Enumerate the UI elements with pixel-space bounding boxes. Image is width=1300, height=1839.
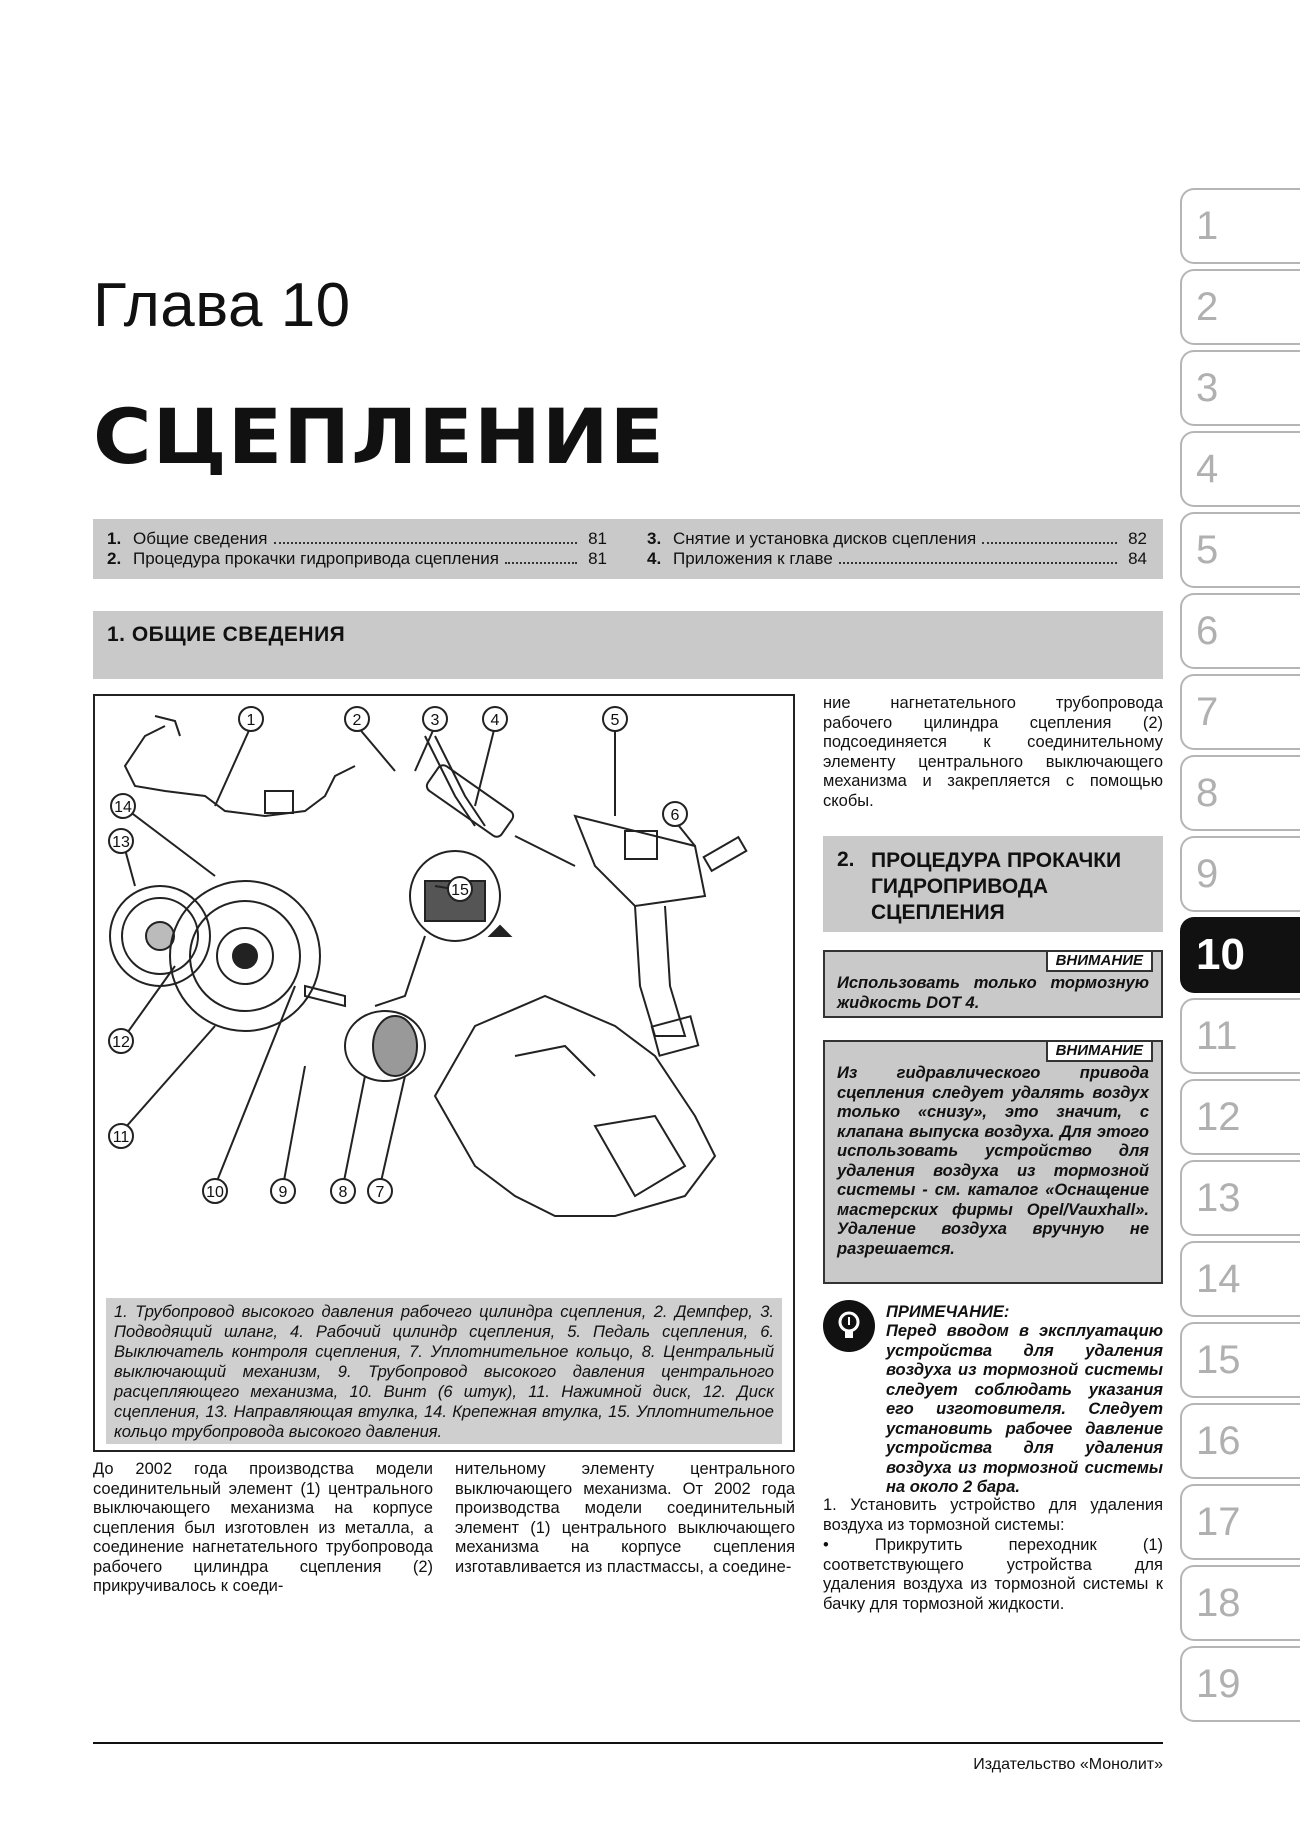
warning-box-bleeding xyxy=(823,1040,1163,1284)
callout-2: 2 xyxy=(352,712,362,729)
tab-chapter-14[interactable]: 14 xyxy=(1180,1241,1300,1317)
tab-chapter-15[interactable]: 15 xyxy=(1180,1322,1300,1398)
section-header-general: 1. ОБЩИЕ СВЕДЕНИЯ xyxy=(93,611,1163,679)
damper-shape xyxy=(265,791,293,813)
warning-title: ВНИМАНИЕ xyxy=(1046,950,1153,972)
callout-5: 5 xyxy=(610,712,620,729)
callout-15: 15 xyxy=(451,882,469,899)
tab-chapter-11[interactable]: 11 xyxy=(1180,998,1300,1074)
callout-4: 4 xyxy=(490,712,500,729)
callout-10: 10 xyxy=(206,1184,224,1201)
switch-shape xyxy=(704,837,747,871)
warning-title: ВНИМАНИЕ xyxy=(1046,1040,1153,1062)
pedal-shape xyxy=(635,906,685,1036)
body-text-mid-bottom: нительному элементу центрального выключающего механизма. От 2002 года производства модели соединительный элемент (1) центрального выключающего механизма на корпусе сцепления изготавливается из пластмассы, а соедине- xyxy=(455,1460,795,1576)
table-of-contents xyxy=(93,519,1163,579)
callout-9: 9 xyxy=(278,1184,288,1201)
tab-chapter-12[interactable]: 12 xyxy=(1180,1079,1300,1155)
callout-7: 7 xyxy=(375,1184,385,1201)
step-1: 1. Установить устройство для удаления воздуха из тормозной системы: xyxy=(823,1496,1163,1534)
callout-1: 1 xyxy=(246,712,256,729)
tab-chapter-9[interactable]: 9 xyxy=(1180,836,1300,912)
toc-item[interactable]: 2. Процедура прокачки гидропривода сцепления 81 xyxy=(107,549,607,568)
note-text xyxy=(823,1322,1163,1498)
callout-13: 13 xyxy=(112,834,130,851)
warning-box-fluid xyxy=(823,950,1163,1018)
tab-chapter-1[interactable]: 1 xyxy=(1180,188,1300,264)
callout-8: 8 xyxy=(338,1184,348,1201)
tab-chapter-17[interactable]: 17 xyxy=(1180,1484,1300,1560)
tab-chapter-4[interactable]: 4 xyxy=(1180,431,1300,507)
tab-chapter-5[interactable]: 5 xyxy=(1180,512,1300,588)
note-title: ПРИМЕЧАНИЕ: xyxy=(886,1303,1010,1321)
note-body: Перед вводом в эксплуатацию устройства для удаления воздуха из тормозной системы следует соблюдать указания его изготовителя. Следует установить рабочее давление устройства для удаления воздуха из тормозной системы на около 2 бара. xyxy=(886,1322,1163,1496)
chapter-title: СЦЕПЛЕНИЕ xyxy=(93,392,666,481)
callout-11: 11 xyxy=(112,1129,130,1146)
toc-item[interactable]: 3. Снятие и установка дисков сцепления 82 xyxy=(647,529,1147,548)
tab-chapter-7[interactable]: 7 xyxy=(1180,674,1300,750)
clutch-diagram xyxy=(95,696,793,1296)
toc-item[interactable]: 1. Общие сведения 81 xyxy=(107,529,607,548)
tab-chapter-2[interactable]: 2 xyxy=(1180,269,1300,345)
figure-caption: 1. Трубопровод высокого давления рабочего цилиндра сцепления, 2. Демпфер, 3. Подводящий шланг, 4. Рабочий цилиндр сцепления, 5. Педаль сцепления, 6. Выключатель контроля сцепления, 7. Уплотнительное кольцо, 8. Центральный выключающий механизм, 9. Трубопровод высокого давления центрального расцепляющего механизма, 10. Винт (6 штук), 11. Нажимной диск, 12. Диск сцепления, 13. Направляющая втулка, 14. Крепежная втулка, 15. Уплотнительное кольцо трубопровода высокого давления. xyxy=(106,1298,782,1444)
body-text-right-top: ние нагнетательного трубопровода рабочего цилиндра сцепления (2) подсоединяется к соединительному элементу центрального выключающего механизма и закрепляется с помощью скобы. xyxy=(823,694,1163,810)
callout-12: 12 xyxy=(112,1034,130,1051)
section-header-bleeding: 2. ПРОЦЕДУРА ПРОКАЧКИ ГИДРОПРИВОДА СЦЕПЛЕНИЯ xyxy=(823,836,1163,932)
callout-14: 14 xyxy=(114,799,132,816)
body-text-left-bottom: До 2002 года производства модели соединительный элемент (1) центрального выключающего механизма на корпусе сцепления был изготовлен из металла, а соединение нагнетательного трубопровода рабочего цилиндра сцепления (2) прикручивалось к соеди- xyxy=(93,1460,433,1595)
callout-6: 6 xyxy=(670,807,680,824)
warning-text: Использовать только тормозную жидкость DOT 4. xyxy=(837,974,1149,1012)
warning-text: Из гидравлического привода сцепления следует удалять воздух только «снизу», это значит, с клапана выпуска воздуха. Для этого использовать устройство для удаления воздуха из тормозной системы - см. каталог «Оснащение мастерских фирмы Opel/Vauxhall». Удаление воздуха вручную не разрешается. xyxy=(837,1064,1149,1258)
tab-chapter-6[interactable]: 6 xyxy=(1180,593,1300,669)
clutch-diagram-figure xyxy=(93,694,795,1452)
publisher-name: Издательство «Монолит» xyxy=(973,1756,1163,1773)
callout-3: 3 xyxy=(430,712,440,729)
gearbox-shape xyxy=(435,996,715,1216)
tab-chapter-19[interactable]: 19 xyxy=(1180,1646,1300,1722)
tab-chapter-18[interactable]: 18 xyxy=(1180,1565,1300,1641)
pressure-pipe-shape xyxy=(125,726,355,816)
tab-chapter-8[interactable]: 8 xyxy=(1180,755,1300,831)
tab-chapter-10[interactable]: 10 xyxy=(1180,917,1300,993)
step-1-bullet: • Прикрутить переходник (1) соответствующего устройства для удаления воздуха из тормозной системы к бачку для тормозной жидкости. xyxy=(823,1536,1163,1613)
footer-rule xyxy=(93,1742,1163,1744)
cylinder-shape xyxy=(425,763,516,839)
tab-chapter-3[interactable]: 3 xyxy=(1180,350,1300,426)
toc-item[interactable]: 4. Приложения к главе 84 xyxy=(647,549,1147,568)
chapter-label: Глава 10 xyxy=(93,271,351,340)
tab-chapter-13[interactable]: 13 xyxy=(1180,1160,1300,1236)
pedal-bracket-shape xyxy=(575,816,705,906)
tab-chapter-16[interactable]: 16 xyxy=(1180,1403,1300,1479)
